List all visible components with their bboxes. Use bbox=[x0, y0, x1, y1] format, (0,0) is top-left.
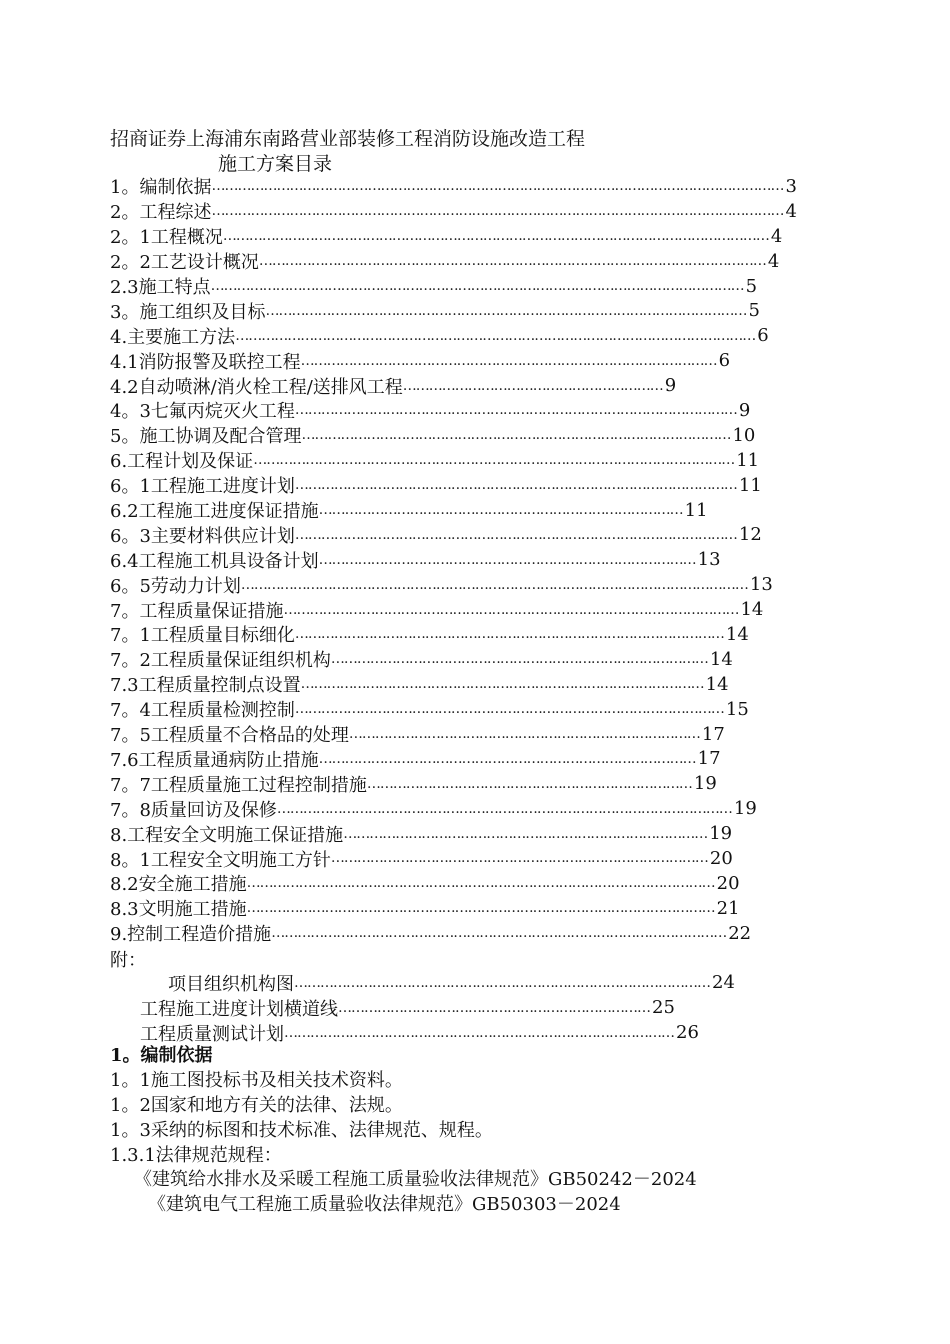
toc-entry[interactable] bbox=[110, 473, 770, 498]
toc-entry[interactable] bbox=[110, 174, 797, 199]
toc-leader-dots: ………………………………………………………………………………………………………… bbox=[235, 327, 756, 344]
appendix-page-number: 25 bbox=[652, 997, 675, 1018]
toc-leader-dots: ………………………………………………………………… bbox=[366, 775, 692, 792]
toc-entry[interactable] bbox=[110, 597, 770, 622]
toc-entry-label: 2。1工程概况 bbox=[110, 227, 223, 249]
toc-entry[interactable] bbox=[110, 199, 797, 224]
appendix-entry-label: 项目组织机构图 bbox=[168, 973, 294, 995]
toc-page-number: 21 bbox=[716, 897, 740, 919]
toc-page-number: 20 bbox=[716, 872, 740, 894]
appendix-leader-dots: …………………………………………………………………………………… bbox=[294, 974, 710, 991]
toc-page-number: 20 bbox=[709, 847, 733, 869]
body-line: 1。3采纳的标图和技术标准、法律规范、规程。 bbox=[110, 1119, 493, 1141]
toc-entry[interactable] bbox=[110, 323, 770, 348]
body-line: 1。2国家和地方有关的法律、法规。 bbox=[110, 1094, 403, 1116]
toc-page-number: 19 bbox=[733, 798, 757, 820]
appendix-list bbox=[110, 970, 770, 1045]
toc-entry-label: 7。2工程质量保证组织机构 bbox=[110, 650, 331, 672]
toc-entry[interactable] bbox=[110, 921, 770, 946]
toc-page-number: 4 bbox=[770, 225, 783, 247]
appendix-entry[interactable] bbox=[110, 970, 770, 995]
toc-entry[interactable] bbox=[110, 224, 783, 249]
toc-page-number: 9 bbox=[664, 375, 677, 397]
toc-leader-dots: …………………………………………………………………………………………… bbox=[283, 601, 739, 618]
toc-leader-dots: ……………………………………………………………………… bbox=[348, 726, 700, 743]
toc-page-number: 11 bbox=[738, 474, 762, 496]
toc-entry[interactable] bbox=[110, 871, 770, 896]
toc-page-number: 9 bbox=[738, 399, 751, 421]
toc-page-number: 14 bbox=[705, 673, 729, 695]
toc-leader-dots: …………………………………………………………………………………………… bbox=[276, 800, 732, 817]
toc-entry[interactable] bbox=[110, 647, 770, 672]
standard-reference: 《建筑电气工程施工质量验收法律规范》GB50303－2024 bbox=[148, 1194, 621, 1216]
toc-leader-dots: ………………………………………………………………………………………… bbox=[294, 477, 737, 494]
toc-leader-dots: …………………………………………………………………………… bbox=[318, 750, 696, 767]
toc-entry-label: 6.4工程施工机具设备计划 bbox=[110, 550, 319, 572]
appendix-page-number: 26 bbox=[676, 1022, 699, 1043]
toc-leader-dots: …………………………………………………………………………… bbox=[330, 850, 708, 867]
toc-entry-label: 7。8质量回访及保修 bbox=[110, 799, 277, 821]
toc-entry-label: 6。3主要材料供应计划 bbox=[110, 525, 295, 547]
toc-page-number: 5 bbox=[745, 275, 758, 297]
toc-page-number: 17 bbox=[697, 748, 721, 770]
toc-leader-dots: ………………………………………………………………………………… bbox=[300, 676, 704, 693]
toc-entry[interactable] bbox=[110, 398, 770, 423]
toc-entry[interactable] bbox=[110, 846, 770, 871]
toc-leader-dots: ………………………………………………………………………………………… bbox=[294, 402, 737, 419]
toc-entry-label: 9.控制工程造价措施 bbox=[110, 924, 272, 946]
toc-entry-label: 1。编制依据 bbox=[110, 177, 212, 199]
toc-entry-label: 6。5劳动力计划 bbox=[110, 575, 241, 597]
toc-entry[interactable] bbox=[110, 746, 770, 771]
toc-entry-label: 7。1工程质量目标细化 bbox=[110, 625, 295, 647]
toc-entry[interactable] bbox=[110, 622, 770, 647]
toc-entry-label: 6.2工程施工进度保证措施 bbox=[110, 501, 319, 523]
toc-entry-label: 4.主要施工方法 bbox=[110, 326, 236, 348]
toc-page-number: 10 bbox=[732, 424, 756, 446]
toc-entry-label: 8.工程安全文明施工保证措施 bbox=[110, 824, 344, 846]
toc-leader-dots: …………………………………………………………………………………………………………………… bbox=[211, 178, 784, 195]
toc-leader-dots: ………………………………………………………………………………………………… bbox=[265, 302, 747, 319]
toc-entry[interactable] bbox=[110, 672, 770, 697]
toc-entry[interactable] bbox=[110, 547, 770, 572]
body-line: 1.3.1法律规范规程： bbox=[110, 1144, 282, 1166]
toc-title: 施工方案目录 bbox=[218, 153, 333, 175]
toc-entry-label: 8.3文明施工措施 bbox=[110, 899, 247, 921]
appendix-label: 附： bbox=[110, 950, 146, 971]
toc-entry-label: 3。施工组织及目标 bbox=[110, 301, 266, 323]
table-of-contents bbox=[110, 174, 797, 946]
toc-leader-dots: ………………………………………………………………………… bbox=[343, 825, 708, 842]
toc-page-number: 6 bbox=[757, 325, 769, 347]
toc-entry-label: 6。1工程施工进度计划 bbox=[110, 476, 295, 498]
toc-entry[interactable] bbox=[110, 423, 770, 448]
toc-entry-label: 7.3工程质量控制点设置 bbox=[110, 675, 301, 697]
toc-entry-label: 8。1工程安全文明施工方针 bbox=[110, 849, 331, 871]
toc-page-number: 3 bbox=[785, 175, 797, 197]
toc-leader-dots: ………………………………………………………………………… bbox=[318, 502, 683, 519]
toc-entry[interactable] bbox=[110, 298, 770, 323]
toc-entry-label: 7。4工程质量检测控制 bbox=[110, 700, 295, 722]
toc-page-number: 17 bbox=[701, 723, 725, 745]
document-body bbox=[110, 1044, 850, 1218]
toc-entry-label: 6.工程计划及保证 bbox=[110, 451, 254, 473]
toc-page-number: 11 bbox=[684, 499, 708, 521]
toc-entry[interactable] bbox=[110, 373, 770, 398]
toc-page-number: 14 bbox=[709, 648, 733, 670]
toc-entry-label: 2.3施工特点 bbox=[110, 277, 211, 299]
appendix-entry-label: 工程质量测试计划 bbox=[140, 1023, 284, 1045]
toc-leader-dots: …………………………………………………………………………… bbox=[330, 651, 708, 668]
appendix-entry[interactable] bbox=[110, 1020, 770, 1045]
toc-entry[interactable] bbox=[110, 498, 770, 523]
toc-entry-label: 4.1消防报警及联控工程 bbox=[110, 351, 301, 373]
toc-entry-label: 7。7工程质量施工过程控制措施 bbox=[110, 774, 367, 796]
toc-leader-dots: …………………………………………………… bbox=[402, 377, 663, 394]
appendix-entry[interactable] bbox=[110, 995, 770, 1020]
toc-entry-label: 7.6工程质量通病防止措施 bbox=[110, 749, 319, 771]
toc-page-number: 13 bbox=[749, 574, 773, 596]
toc-page-number: 4 bbox=[785, 200, 797, 222]
toc-leader-dots: ……………………………………………………………………………………… bbox=[301, 427, 731, 444]
toc-leader-dots: ……………………………………………………………………………………… bbox=[294, 701, 724, 718]
section-heading: 1。编制依据 bbox=[110, 1045, 213, 1066]
toc-page-number: 6 bbox=[718, 350, 731, 372]
toc-leader-dots: …………………………………………………………………………… bbox=[318, 551, 696, 568]
toc-page-number: 14 bbox=[740, 599, 764, 621]
toc-page-number: 19 bbox=[693, 773, 717, 795]
toc-page-number: 19 bbox=[709, 823, 733, 845]
toc-entry-label: 2。2工艺设计概况 bbox=[110, 252, 259, 274]
toc-leader-dots: …………………………………………………………………………………… bbox=[300, 352, 717, 369]
toc-entry[interactable] bbox=[110, 522, 770, 547]
toc-page-number: 12 bbox=[738, 524, 762, 546]
appendix-page-number: 24 bbox=[712, 972, 735, 993]
toc-leader-dots: ……………………………………………………………………………………………… bbox=[246, 875, 715, 892]
toc-entry[interactable] bbox=[110, 274, 770, 299]
standard-reference: 《建筑给水排水及采暖工程施工质量验收法律规范》GB50242－2024 bbox=[134, 1169, 697, 1191]
toc-page-number: 13 bbox=[697, 549, 721, 571]
toc-entry-label: 7。5工程质量不合格品的处理 bbox=[110, 725, 349, 747]
toc-leader-dots: …………………………………………………………………………………………………………… bbox=[210, 278, 744, 294]
toc-entry[interactable] bbox=[110, 771, 770, 796]
toc-entry-label: 5。施工协调及配合管理 bbox=[110, 426, 302, 448]
toc-leader-dots: ……………………………………………………………………………………… bbox=[294, 626, 724, 643]
toc-entry[interactable] bbox=[110, 697, 770, 722]
toc-page-number: 14 bbox=[725, 623, 749, 645]
appendix-leader-dots: ……………………………………………………………………………… bbox=[284, 1024, 674, 1041]
toc-page-number: 4 bbox=[767, 250, 780, 272]
toc-leader-dots: …………………………………………………………………………………………… bbox=[271, 925, 727, 942]
toc-entry-label: 4。3七氟丙烷灭火工程 bbox=[110, 401, 295, 423]
toc-page-number: 15 bbox=[725, 698, 749, 720]
toc-leader-dots: ………………………………………………………………………………………………… bbox=[253, 452, 735, 469]
toc-entry[interactable] bbox=[110, 796, 770, 821]
toc-page-number: 22 bbox=[728, 922, 752, 944]
toc-leader-dots: ……………………………………………………………………………………………………… bbox=[258, 253, 766, 270]
toc-entry[interactable] bbox=[110, 572, 773, 597]
toc-entry-label: 2。工程综述 bbox=[110, 202, 212, 224]
toc-entry-label: 4.2自动喷淋/消火栓工程/送排风工程 bbox=[110, 376, 403, 398]
toc-page-number: 11 bbox=[736, 449, 760, 471]
toc-entry[interactable] bbox=[110, 821, 770, 846]
appendix-entry-label: 工程施工进度计划横道线 bbox=[140, 998, 338, 1020]
toc-entry[interactable] bbox=[110, 722, 770, 747]
toc-entry[interactable] bbox=[110, 249, 780, 274]
toc-leader-dots: ……………………………………………………………………………………………………………… bbox=[222, 228, 769, 245]
document-title: 招商证券上海浦东南路营业部装修工程消防设施改造工程 bbox=[110, 128, 586, 150]
toc-leader-dots: …………………………………………………………………………………………………………………… bbox=[211, 203, 784, 220]
toc-entry[interactable] bbox=[110, 896, 770, 921]
toc-entry[interactable] bbox=[110, 348, 770, 373]
toc-entry-label: 8.2安全施工措施 bbox=[110, 874, 247, 896]
body-line: 1。1施工图投标书及相关技术资料。 bbox=[110, 1069, 403, 1091]
appendix-leader-dots: ……………………………………………………………… bbox=[338, 999, 650, 1016]
toc-leader-dots: ……………………………………………………………………………………………… bbox=[246, 900, 715, 917]
toc-leader-dots: ……………………………………………………………………………………………………… bbox=[240, 576, 748, 593]
toc-entry[interactable] bbox=[110, 448, 770, 473]
toc-leader-dots: ………………………………………………………………………………………… bbox=[294, 526, 737, 543]
toc-entry-label: 7。工程质量保证措施 bbox=[110, 600, 284, 622]
toc-page-number: 5 bbox=[748, 300, 760, 322]
